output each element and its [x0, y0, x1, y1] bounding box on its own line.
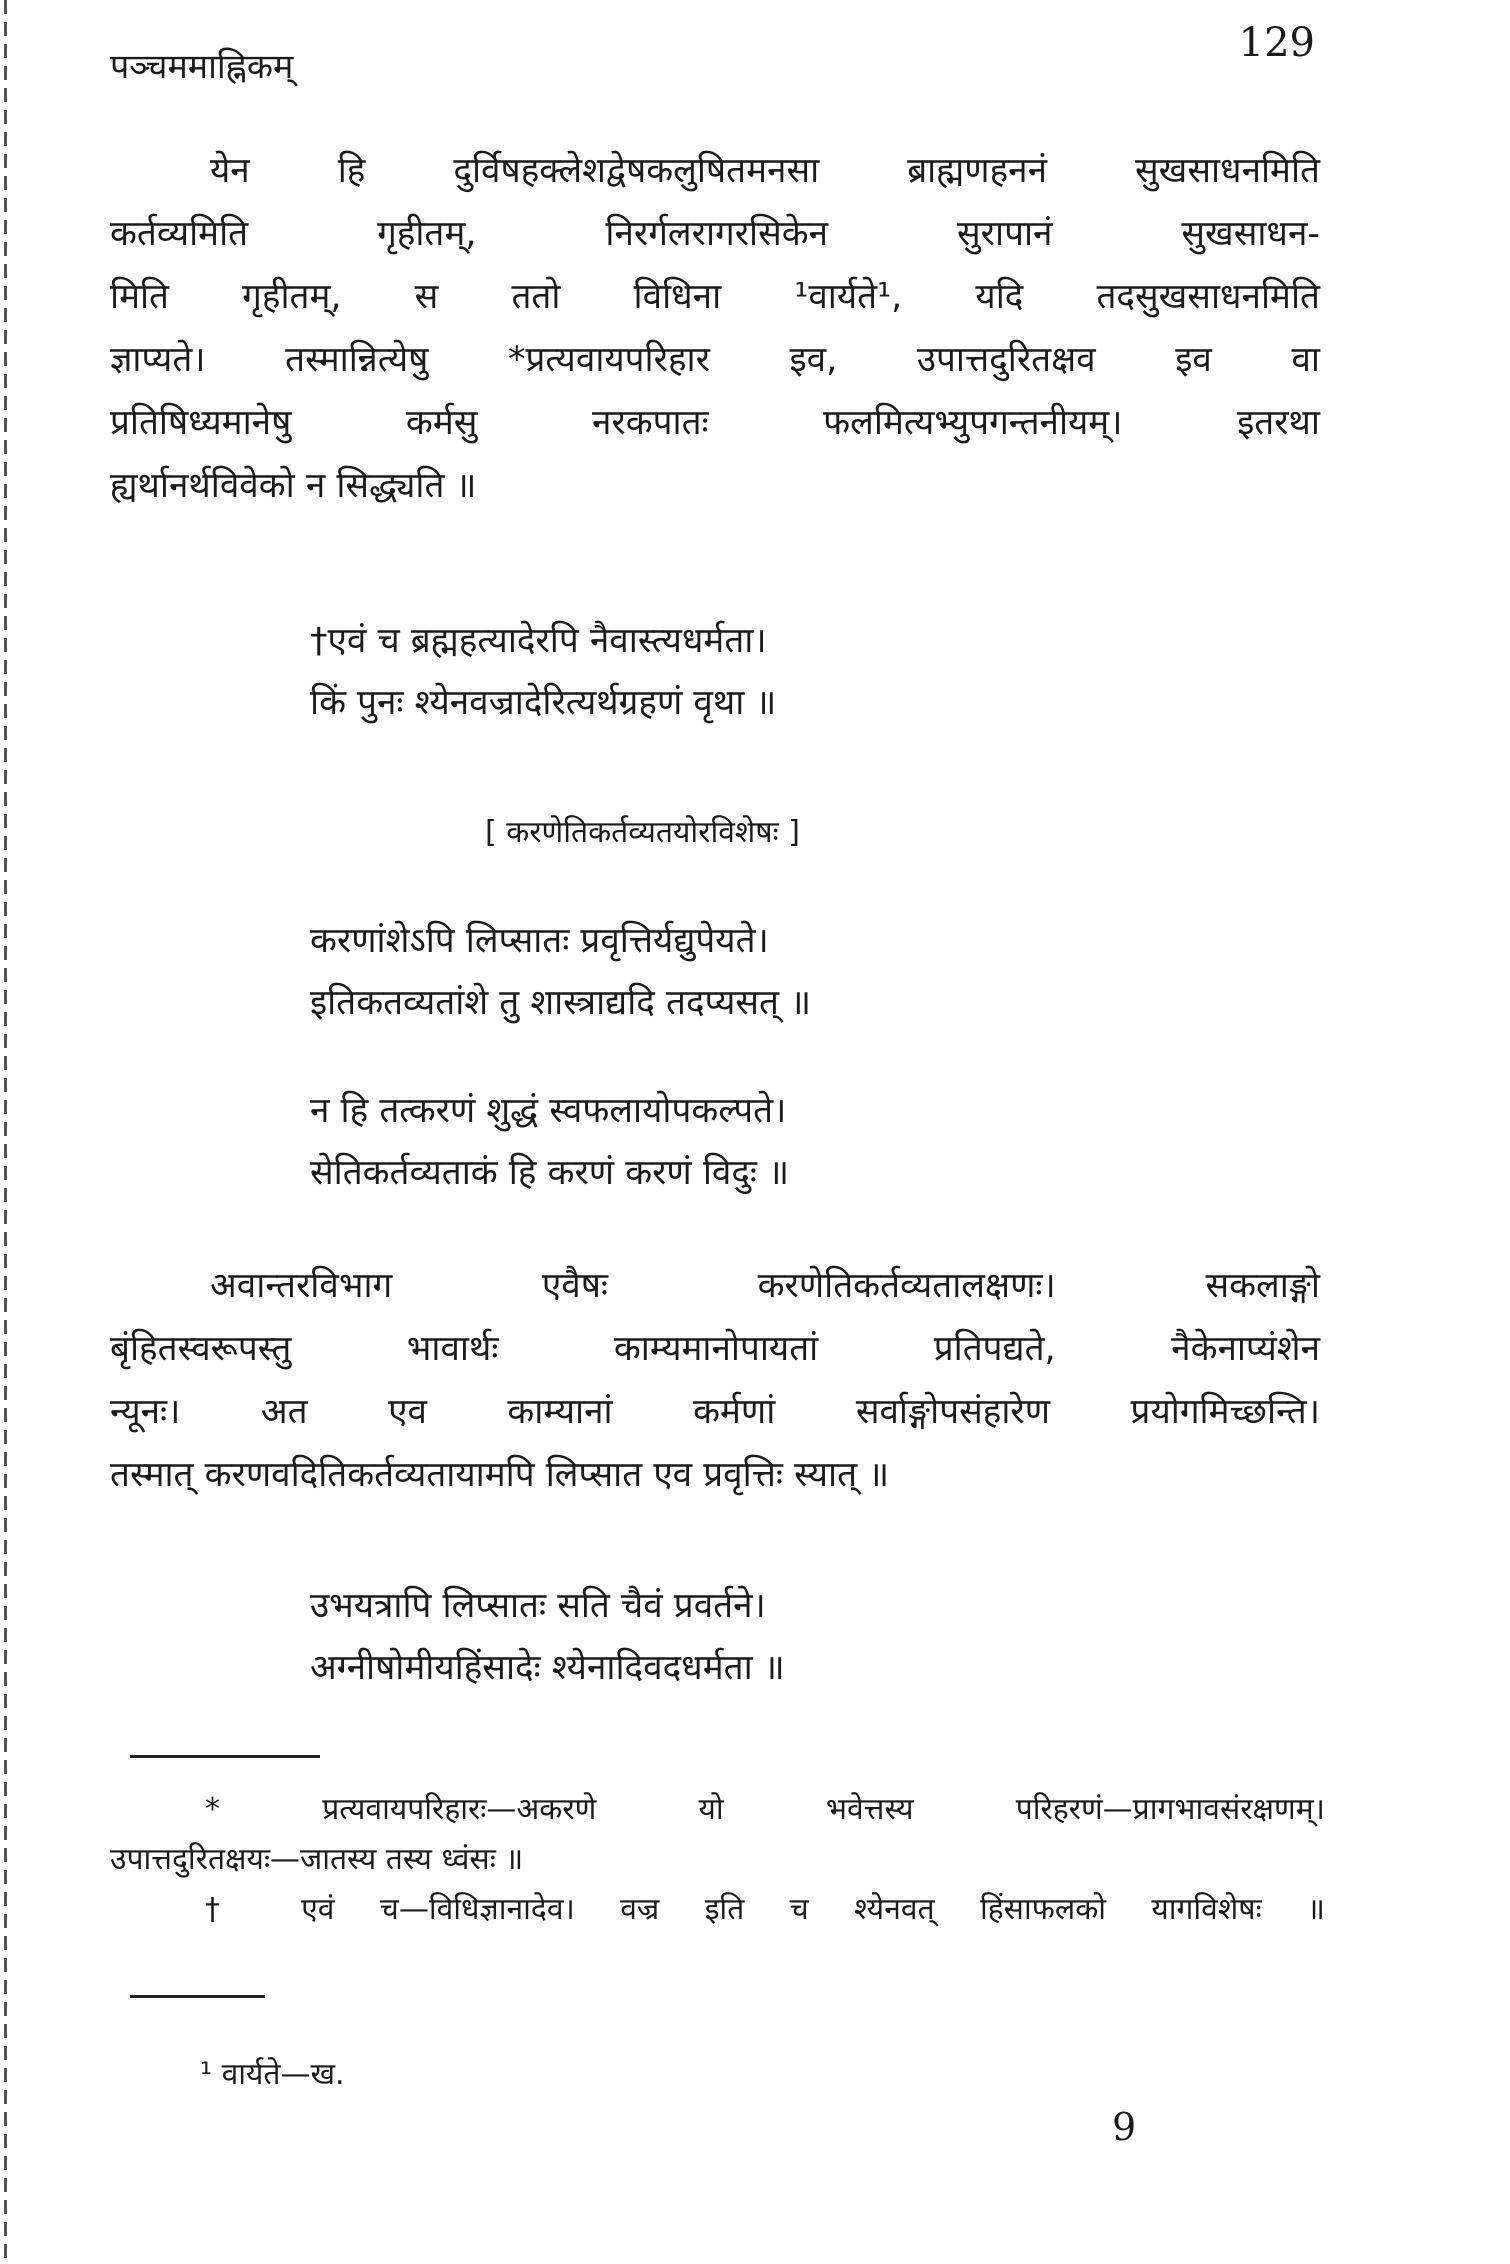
variant-rule [130, 1995, 265, 1998]
footnote-rule [130, 1755, 320, 1758]
binding-edge [4, 0, 7, 2264]
paragraph-line: न्यूनः। अत एव काम्यानां कर्मणां सर्वाङ्गोपसंहारेण प्रयोगमिच्छन्ति। [110, 1392, 1320, 1432]
verse-3 [310, 1080, 789, 1204]
paragraph-line: मिति गृहीतम्, स ततो विधिना ¹वार्यते¹, यदि तदसुखसाधनमिति [110, 277, 1320, 317]
verse-line: किं पुनः श्येनवज्रादेरित्यर्थग्रहणं वृथा ॥ [310, 683, 777, 723]
footnotes [110, 1785, 1325, 1935]
signature-mark: 9 [1112, 2105, 1137, 2149]
page-number: 129 [1238, 20, 1315, 66]
verse-line: सेतिकर्तव्यताकं हि करणं करणं विदुः ॥ [310, 1153, 790, 1193]
footnote-line: * प्रत्यवायपरिहारः—अकरणे यो भवेत्तस्य परिहरणं—प्रागभावसंरक्षणम्। [205, 1792, 1325, 1827]
verse-line: †एवं च ब्रह्महत्यादेरपि नैवास्त्यधर्मता। [310, 621, 767, 661]
verse-4 [310, 1575, 785, 1699]
footnote-line: † एवं च—विधिज्ञानादेव। वज्र इति च श्येनवत् हिंसाफलको यागविशेषः ॥ [205, 1892, 1325, 1927]
verse-line: करणांशेऽपि लिप्सातः प्रवृत्तिर्यद्युपेयते। [310, 921, 769, 961]
paragraph-line: ज्ञाप्यते। तस्मान्नित्येषु *प्रत्यवायपरिहार इव, उपात्तदुरितक्षव इव वा [110, 340, 1320, 380]
variant-reading-note: ¹ वार्यते—ख. [200, 2057, 345, 2092]
paragraph-line: प्रतिषिध्यमानेषु कर्मसु नरकपातः फलमित्यभ्युपगन्तनीयम्। इतरथा [110, 403, 1320, 443]
paragraph-line: येन हि दुर्विषहक्लेशद्वेषकलुषितमनसा ब्राह्मणहननं सुखसाधनमिति [210, 151, 1320, 191]
paragraph-line: कर्तव्यमिति गृहीतम्, निरर्गलरागरसिकेन सुरापानं सुखसाधन- [110, 214, 1320, 254]
verse-line: उभयत्रापि लिप्सातः सति चैवं प्रवर्तने। [310, 1586, 766, 1626]
running-header: पञ्चममाह्निकम् [110, 47, 294, 87]
verse-line: न हि तत्करणं शुद्धं स्वफलायोपकल्पते। [310, 1091, 787, 1131]
paragraph-1 [110, 140, 1320, 518]
paragraph-line: तस्मात् करणवदितिकर्तव्यतायामपि लिप्सात एव प्रवृत्तिः स्यात् ॥ [110, 1455, 890, 1495]
paragraph-line: अवान्तरविभाग एवैषः करणेतिकर्तव्यतालक्षणः। सकलाङ्गो [210, 1266, 1320, 1306]
paragraph-2 [110, 1255, 1320, 1507]
section-heading: [ करणेतिकर्तव्यतयोरविशेषः ] [485, 815, 800, 850]
footnote-line: उपात्तदुरितक्षयः—जातस्य तस्य ध्वंसः ॥ [110, 1842, 524, 1877]
paragraph-line: ह्यर्थानर्थविवेको न सिद्ध्यति ॥ [110, 466, 477, 506]
verse-line: इतिकतव्यतांशे तु शास्त्राद्यदि तदप्यसत् ॥ [310, 983, 812, 1023]
verse-line: अग्नीषोमीयहिंसादेः श्येनादिवदधर्मता ॥ [310, 1648, 785, 1688]
verse-2 [310, 910, 811, 1034]
paragraph-line: बृंहितस्वरूपस्तु भावार्थः काम्यमानोपायतां प्रतिपद्यते, नैकेनाप्यंशेन [110, 1329, 1320, 1369]
verse-1 [310, 610, 776, 734]
